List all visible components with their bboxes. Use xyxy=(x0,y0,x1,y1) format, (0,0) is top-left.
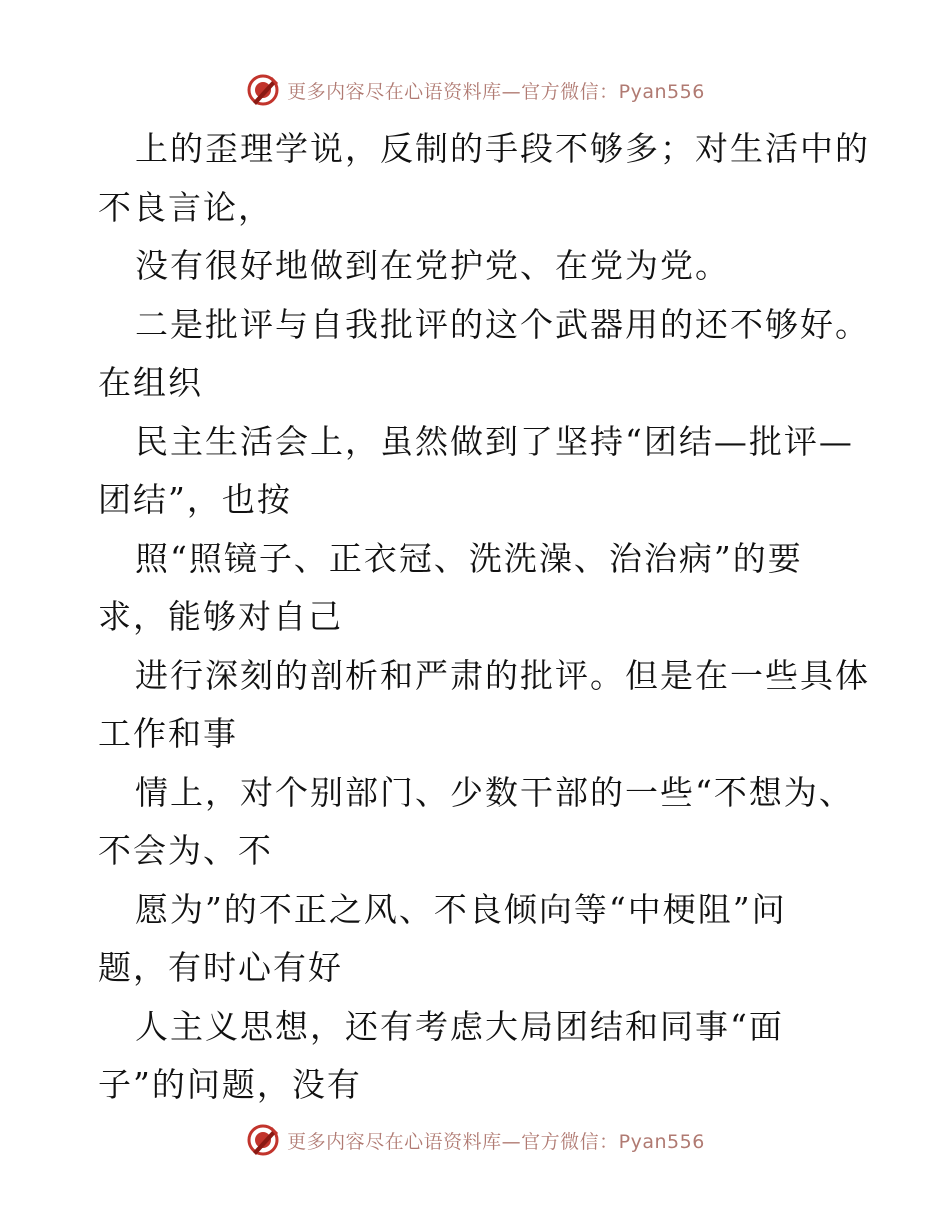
body-line: 上的歪理学说，反制的手段不够多；对生活中的 xyxy=(135,129,870,168)
pen-seal-logo-icon xyxy=(245,72,281,108)
body-line: 情上，对个别部门、少数干部的一些“不想为、 xyxy=(135,772,854,812)
body-line: 愿为”的不正之风、不良倾向等“中梗阻”问 xyxy=(135,889,787,929)
body-line: 人主义思想，还有考虑大局团结和同事“面 xyxy=(135,1006,784,1046)
body-line: 没有很好地做到在党护党、在党为党。 xyxy=(135,246,730,285)
body-line: 二是批评与自我批评的这个武器用的还不够好。 xyxy=(135,304,870,344)
footer-banner-text: 更多内容尽在心语资料库—官方微信：Pyan556 xyxy=(287,1130,705,1153)
body-line: 不良言论， xyxy=(98,187,273,227)
footer-banner xyxy=(0,1120,950,1160)
header-banner xyxy=(0,70,950,110)
pen-seal-logo-icon xyxy=(245,1122,281,1158)
body-line: 题，有时心有好 xyxy=(98,948,343,987)
header-banner-text: 更多内容尽在心语资料库—官方微信：Pyan556 xyxy=(287,80,705,103)
body-line: 照“照镜子、正衣冠、洗洗澡、治治病”的要 xyxy=(135,538,803,578)
body-line: 子”的问题，没有 xyxy=(98,1065,362,1104)
body-line: 工作和事 xyxy=(98,714,238,753)
body-line: 民主生活会上，虽然做到了坚持“团结—批评— xyxy=(135,421,854,461)
body-line: 在组织 xyxy=(98,363,203,402)
body-line: 团结”，也按 xyxy=(98,480,292,519)
document-body xyxy=(98,120,870,1115)
body-line: 求，能够对自己 xyxy=(98,597,343,636)
body-line: 不会为、不 xyxy=(98,831,273,870)
body-line: 进行深刻的剖析和严肃的批评。但是在一些具体 xyxy=(135,655,870,695)
